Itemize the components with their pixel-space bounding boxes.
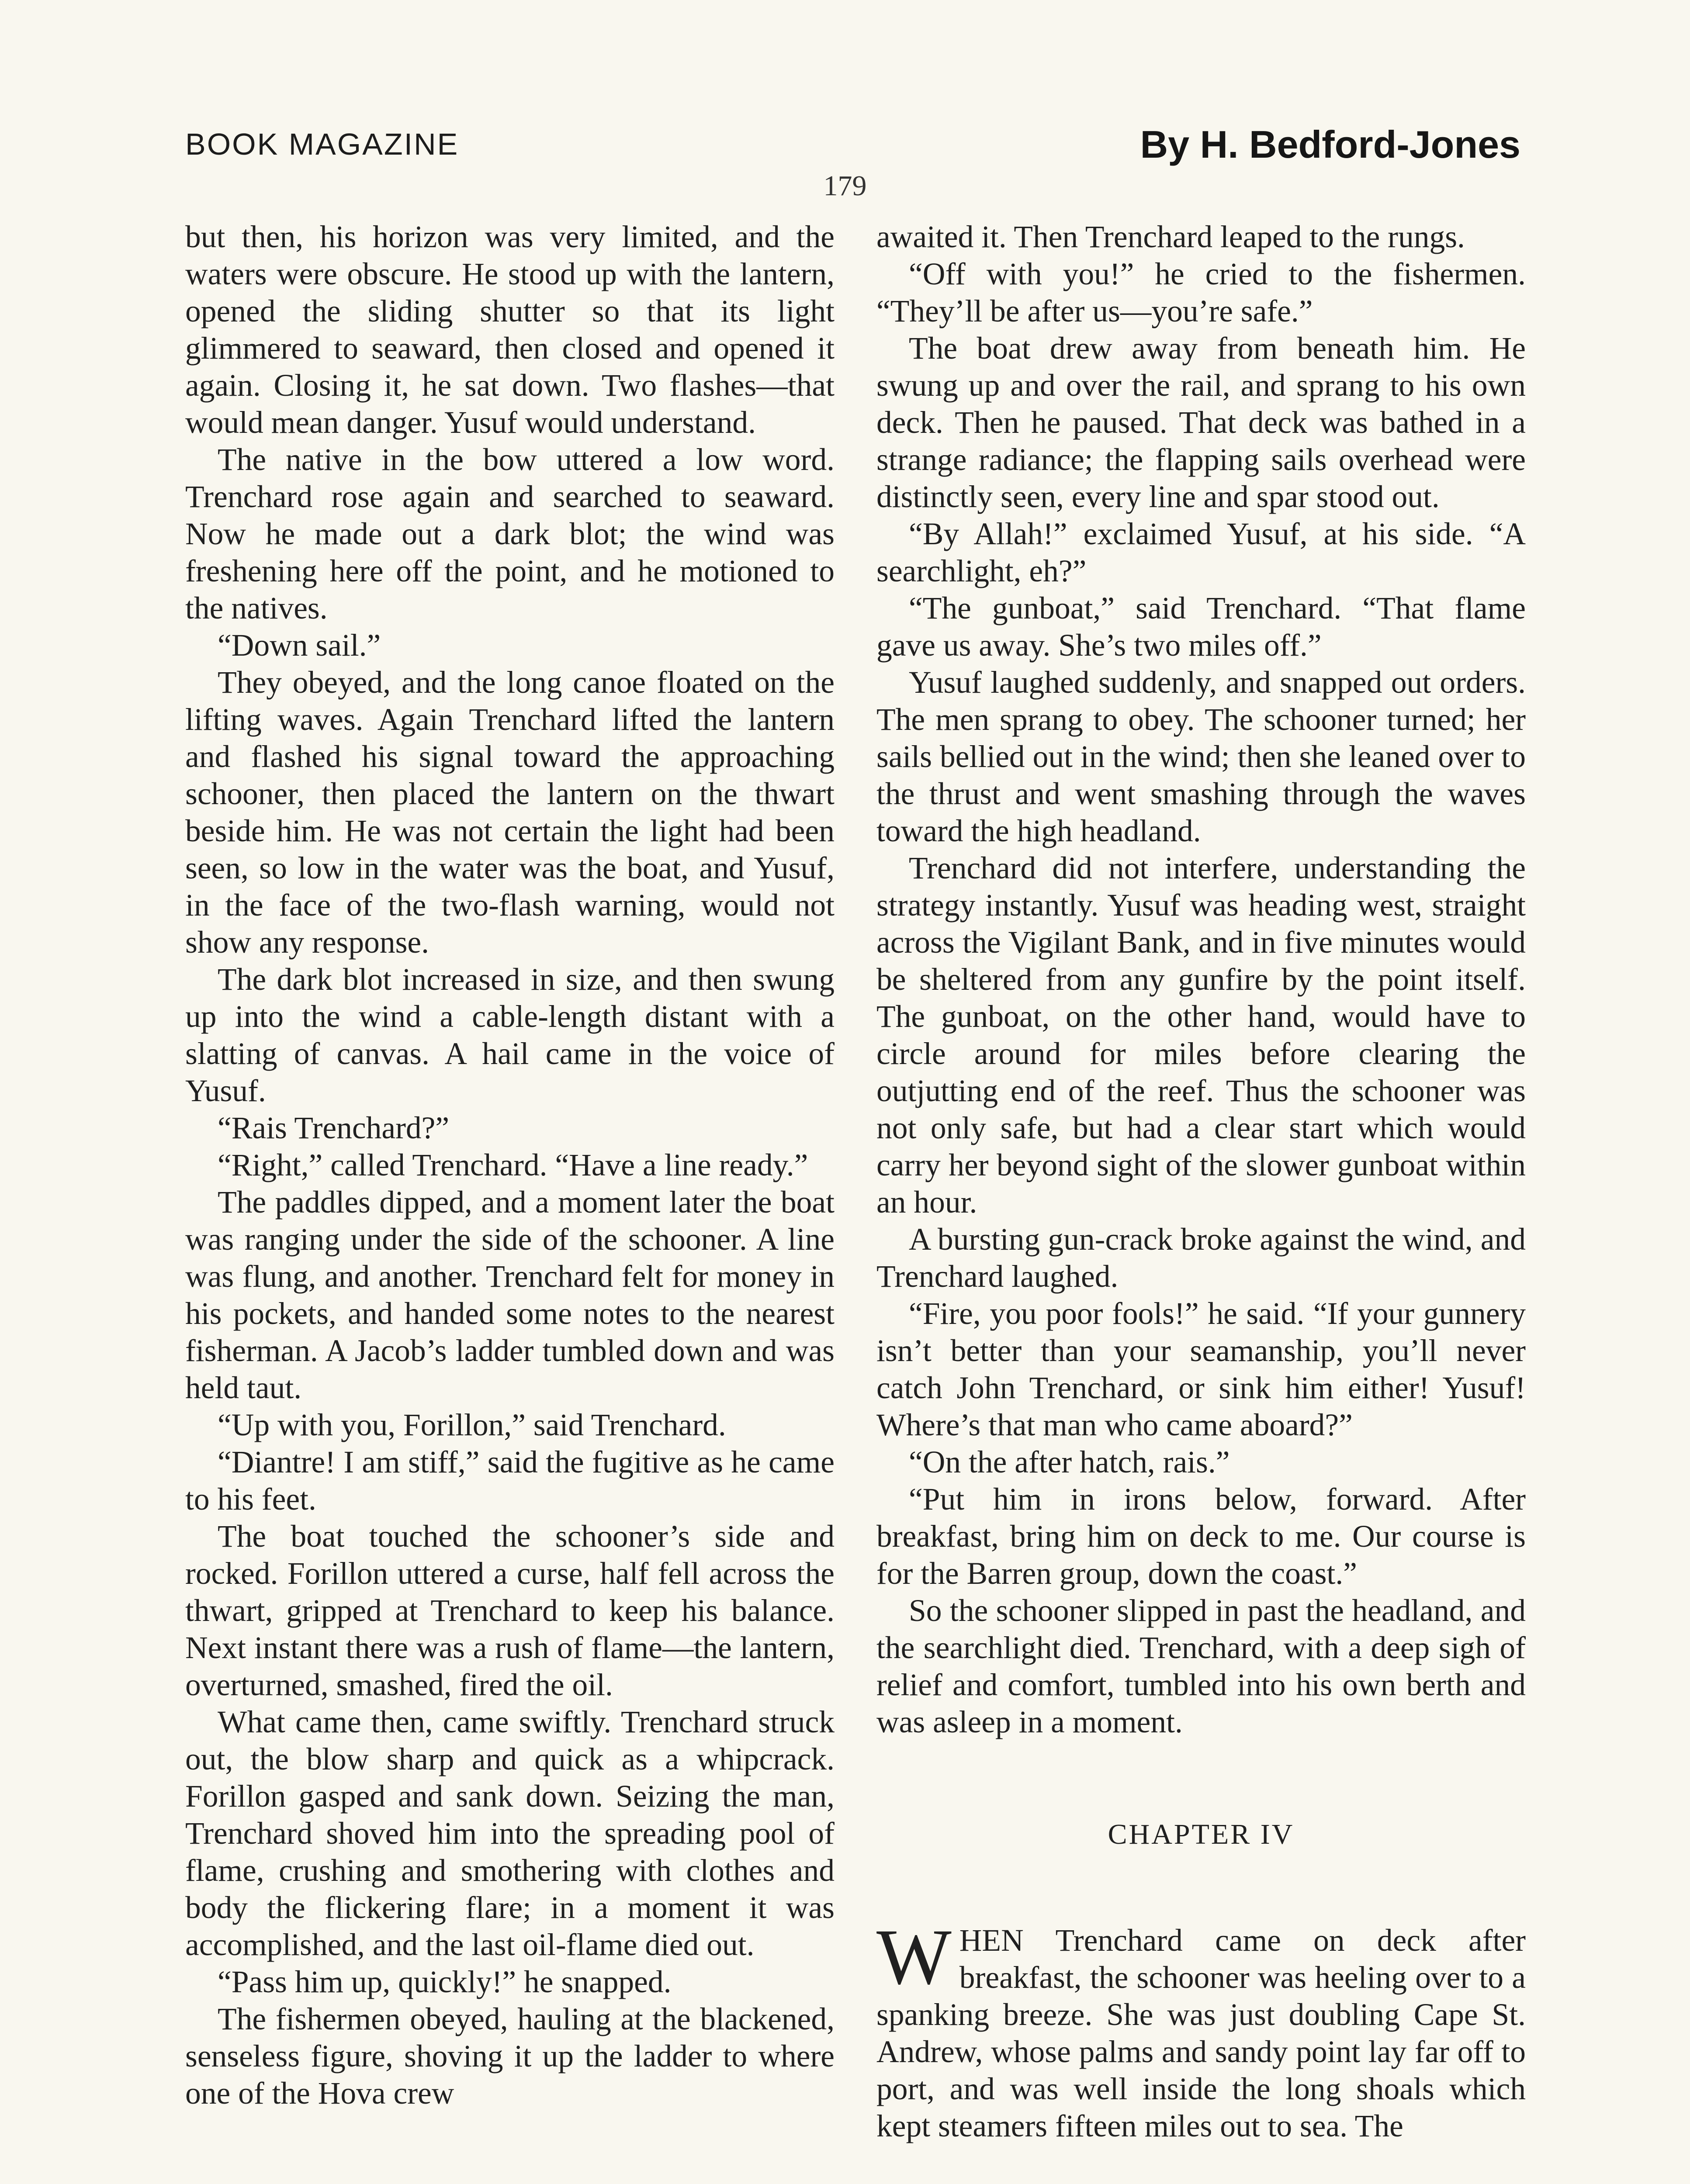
paragraph: So the schooner slipped in past the headland, and the searchlight died. Trenchard, with a deep sigh of relief and comfort, tumbled into his own berth and was asleep in a moment. — [876, 1593, 1526, 1739]
paragraph: The boat drew away from beneath him. He swung up and over the rail, and sprang to his own deck. Then he paused. That deck was bathed in a strange radiance; the flapping sails overhead were distinctly seen, every line and spar stood out. — [876, 331, 1526, 514]
paragraph: Trenchard did not interfere, understanding the strategy instantly. Yusuf was heading west, straight across the Vigilant Bank, and in five minutes would be sheltered from any gunfire by the point itself. The gunboat, on the other hand, would have to circle around for miles before clearing the outjutting end of the reef. Thus the schooner was not only safe, but had a clear start which would carry her beyond sight of the slower gunboat within an hour. — [876, 851, 1526, 1220]
magazine-title: BOOK MAGAZINE — [185, 127, 459, 161]
paragraph: “On the after hatch, rais.” — [909, 1445, 1230, 1479]
paragraph: but then, his horizon was very limited, and the waters were obscure. He stood up with the lantern, opened the sliding shutter so that its light glimmered to seaward, then closed and opened it again. Closing it, he sat down. Two flashes—that would mean danger. Yusuf would understand. — [185, 220, 835, 440]
paragraph: awaited it. Then Trenchard leaped to the rungs. — [876, 220, 1465, 254]
paragraph: “Diantre! I am stiff,” said the fugitive as he came to his feet. — [185, 1445, 835, 1517]
left-column — [185, 218, 835, 2112]
author-byline: By H. Bedford-Jones — [1140, 123, 1520, 166]
paragraph: The dark blot increased in size, and then swung up into the wind a cable-length distant with a slatting of canvas. A hail came in the voice of Yusuf. — [185, 962, 835, 1108]
paragraph: “Off with you!” he cried to the fishermen. “They’ll be after us—you’re safe.” — [876, 257, 1526, 328]
paragraph: Yusuf laughed suddenly, and snapped out orders. The men sprang to obey. The schooner turned; her sails bellied out in the wind; then she leaned over to the thrust and went smashing through the waves toward the high headland. — [876, 665, 1526, 848]
paragraph: The paddles dipped, and a moment later the boat was ranging under the side of the schooner. A line was flung, and another. Trenchard felt for money in his pockets, and handed some notes to the nearest fisherman. A Jacob’s ladder tumbled down and was held taut. — [185, 1185, 835, 1405]
chapter-opening-paragraph — [876, 1913, 1526, 2145]
paragraph: The native in the bow uttered a low word. Trenchard rose again and searched to seaward. Now he made out a dark blot; the wind was freshening here off the point, and he motioned to the natives. — [185, 442, 835, 625]
chapter-heading: CHAPTER IV — [1108, 1818, 1295, 1850]
drop-cap: W — [876, 1913, 952, 2001]
paragraph: The boat touched the schooner’s side and rocked. Forillon uttered a curse, half fell across the thwart, gripped at Trenchard to keep his balance. Next instant there was a rush of flame—the lantern, overturned, smashed, fired the oil. — [185, 1519, 835, 1702]
paragraph: “Rais Trenchard?” — [218, 1111, 450, 1145]
paragraph: “Put him in irons below, forward. After breakfast, bring him on deck to me. Our course is for the Barren group, down the coast.” — [876, 1482, 1526, 1591]
paragraph: “Up with you, Forillon,” said Trenchard. — [218, 1408, 726, 1442]
right-column — [876, 218, 1526, 2145]
paragraph: The fishermen obeyed, hauling at the blackened, senseless figure, shoving it up the ladder to where one of the Hova crew — [185, 2002, 835, 2111]
paragraph: “The gunboat,” said Trenchard. “That flame gave us away. She’s two miles off.” — [876, 591, 1526, 663]
paragraph: “Fire, you poor fools!” he said. “If your gunnery isn’t better than your seamanship, you’ll never catch John Trenchard, or sink him either! Yusuf! Where’s that man who came aboard?” — [876, 1296, 1526, 1442]
paragraph: “Down sail.” — [218, 628, 381, 663]
paragraph: “Right,” called Trenchard. “Have a line ready.” — [218, 1148, 808, 1182]
paragraph: “By Allah!” exclaimed Yusuf, at his side. “A searchlight, eh?” — [876, 517, 1526, 588]
paragraph: What came then, came swiftly. Trenchard struck out, the blow sharp and quick as a whipcrack. Forillon gasped and sank down. Seizing the man, Trenchard shoved him into the spreading pool of flame, crushing and smothering with clothes and body the flickering flare; in a moment it was accomplished, and the last oil-flame died out. — [185, 1705, 835, 1962]
page-number: 179 — [823, 170, 867, 202]
chapter-opening-text: HEN Trenchard came on deck after breakfast, the schooner was heeling over to a spanking breeze. She was just doubling Cape St. Andrew, whose palms and sandy point lay far off to port, and was well inside the long shoals which kept steamers fifteen miles out to sea. The — [876, 1923, 1526, 2143]
paragraph: A bursting gun-crack broke against the wind, and Trenchard laughed. — [876, 1222, 1526, 1294]
paragraph: “Pass him up, quickly!” he snapped. — [218, 1965, 672, 1999]
paragraph: They obeyed, and the long canoe floated on the lifting waves. Again Trenchard lifted the lantern and flashed his signal toward the approaching schooner, then placed the lantern on the thwart beside him. He was not certain the light had been seen, so low in the water was the boat, and Yusuf, in the face of the two-flash warning, would not show any response. — [185, 665, 835, 960]
